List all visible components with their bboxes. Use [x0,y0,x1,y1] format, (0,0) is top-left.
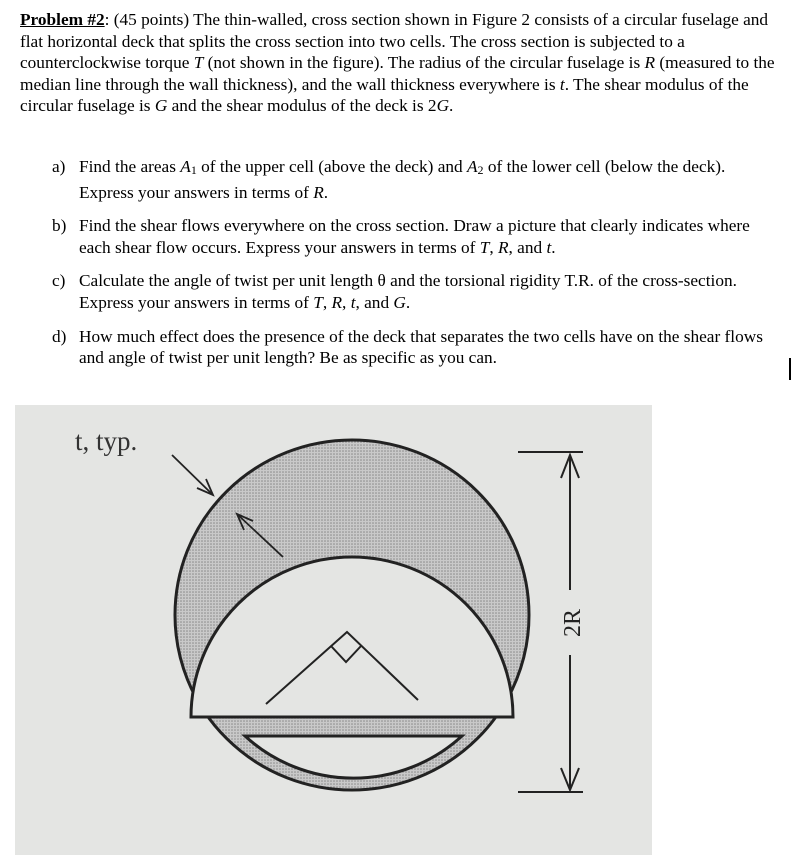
text-segment: , [322,292,332,312]
text-segment: G [393,292,406,312]
text-segment: Calculate the angle of twist per unit length θ and the torsional rigidity T.R. of the cross-section. Express your answers in terms of [79,271,737,312]
question-label: c) [52,271,66,291]
question-label: a) [52,157,66,176]
text-segment: T [479,237,490,257]
text-segment: t [350,292,356,312]
question-label: d) [52,326,67,346]
text-segment: G [436,96,450,116]
text-segment: . [551,237,556,257]
thickness-label: t, typ. [75,426,138,456]
text-segment: Find the areas [79,157,181,176]
text-segment: , [489,237,498,257]
text-segment: A [466,157,478,176]
text-segment: , and [355,292,394,312]
text-segment: . [449,96,454,116]
text-segment: Find the shear flows everywhere on the cross section. Draw a picture that clearly indicates where each shear flow occurs. Express your answers in terms of [79,216,750,257]
text-segment: of the lower cell (below the deck). Express your answers in terms of [79,157,726,202]
text-segment: R [331,292,343,312]
text-segment: T [313,292,323,312]
fuselage-ring [175,440,529,790]
question-label: b) [52,216,67,236]
problem-heading: Problem #2 [20,10,105,29]
text-segment: (measured to the median line through the wall thickness), and the wall thickness everywhere is [20,53,775,94]
text-segment: , [342,292,351,312]
text-segment: t [546,237,552,257]
problem-points: : (45 points) [104,10,190,29]
text-segment: and the shear modulus of the deck is 2 [167,96,437,116]
text-segment: 2 [477,163,484,177]
text-segment: A [180,157,191,176]
text-segment: R [497,237,509,257]
text-segment: . The shear modulus of the circular fuselage is [20,74,749,116]
text-segment: G [154,96,168,116]
text-segment: , and [508,237,547,257]
text-segment: 1 [190,163,197,177]
text-segment: . [405,292,411,312]
text-segment: . [323,182,329,202]
text-segment: t [559,74,565,94]
text-segment: The thin-walled, cross section shown in Figure 2 consists of a circular fuselage and flat horizontal deck that splits the cross section into two cells. The cross section is subjected to a counterclockwise torque [20,10,769,73]
text-segment: R [644,53,656,73]
text-segment: How much effect does the presence of the deck that separates the two cells have on the shear flows and angle of twist per unit length? Be as specific as you can. [79,326,763,368]
text-segment: (not shown in the figure). The radius of the circular fuselage is [203,53,645,73]
text-segment: T [193,53,204,73]
text-segment: R [313,182,324,202]
text-segment: of the upper cell (above the deck) and [196,157,467,176]
dimension-label: 2R [560,608,586,638]
